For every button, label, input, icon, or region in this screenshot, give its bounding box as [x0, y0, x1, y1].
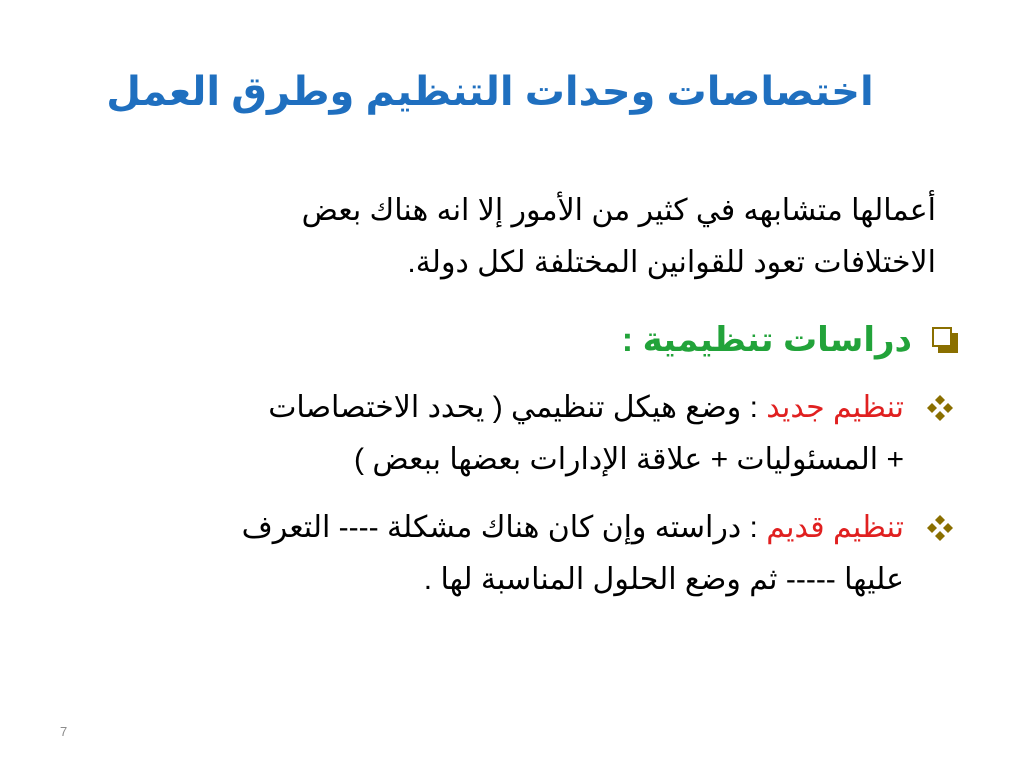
slide-title: اختصاصات وحدات التنظيم وطرق العمل	[106, 70, 874, 114]
section-heading: دراسات تنظيمية :	[621, 321, 912, 359]
bullet-2-line-1	[44, 502, 904, 554]
bullet-old-organization	[44, 502, 904, 606]
intro-line-2: الاختلافات تعود للقوانين المختلفة لكل دولة.	[407, 246, 936, 279]
term-old-organization: تنظيم قديم	[766, 511, 904, 544]
intro-paragraph	[136, 185, 936, 289]
bullet-1-text-1: : وضع هيكل تنظيمي ( يحدد الاختصاصات	[268, 391, 767, 424]
intro-line-1: أعمالها متشابهه في كثير من الأمور إلا انه هناك بعض	[301, 194, 936, 227]
bullet-1-line-2: + المسئوليات + علاقة الإدارات بعضها ببعض )	[354, 443, 904, 476]
section-heading-row	[622, 312, 958, 368]
page-number: 7	[60, 724, 68, 739]
four-diamond-icon	[926, 394, 954, 422]
checkbox-icon	[932, 327, 958, 353]
term-new-organization: تنظيم جديد	[766, 391, 904, 424]
bullet-2-line-2: عليها ----- ثم وضع الحلول المناسبة لها .	[423, 563, 904, 596]
four-diamond-icon	[926, 514, 954, 542]
bullet-new-organization	[44, 382, 904, 486]
bullet-2-text-1: : دراسته وإن كان هناك مشكلة ---- التعرف	[241, 511, 767, 544]
bullet-1-line-1	[44, 382, 904, 434]
